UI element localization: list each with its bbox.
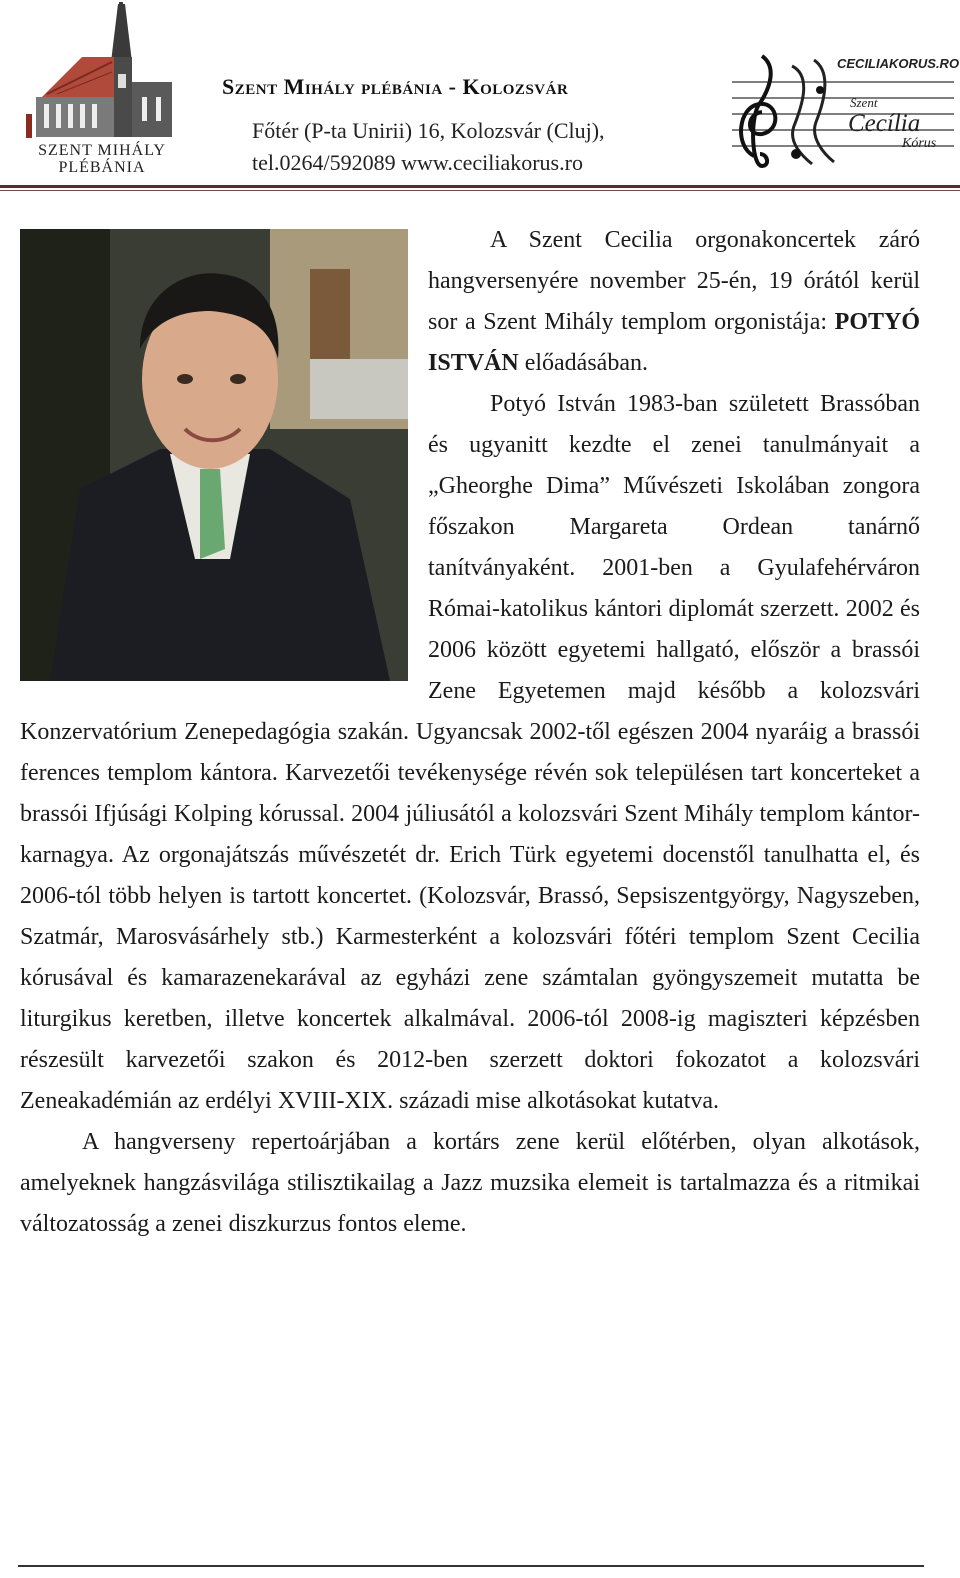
church-caption-line1: SZENT MIHÁLY — [38, 142, 166, 159]
address-line: Főtér (P-ta Unirii) 16, Kolozsvár (Cluj), — [252, 118, 605, 143]
intro-text-end: előadásában. — [518, 350, 648, 376]
choir-name: Cecília — [848, 110, 921, 137]
repertoire-paragraph: A hangverseny repertoárjában a kortárs zene kerül előtérben, olyan alkotások, amelyeknek hangzásvilága stilisztikailag a Jazz muzsika elemeit is tartalmazza és a ritmikai változatosság a zenei diszkurzus fontos eleme. — [20, 1129, 920, 1237]
choir-name-small: Szent — [850, 95, 878, 110]
biography-paragraph: Potyó István 1983-ban született Brassóban és ugyanitt kezdte el zenei tanulmányait a „Gheorghe Dima” Művészeti Iskolában zongora főszakon Margareta Ordean tanárnő tanítványaként. 2001-ben a Gyulafehérváron Római-katolikus kántori diplomát szerzett. 2002 és 2006 között egyetemi hallgató, először a brassói Zene Egyetemen majd később a kolozsvári Konzervatórium Zenepedagógia szakán. Ugyancsak 2002-től egészen 2004 nyaráig a brassói ferences templom kántora. Karvezetői tevékenysége révén sok településen tart koncerteket a brassói Ifjúsági Kolping kórussal. 2004 júliusától a kolozsvári Szent Mihály templom kántor-karnagya. Az orgonajátszás művészetét dr. Erich Türk egyetemi docenstől tanulhatta el, és 2006-tól több helyen is tartott koncertet. (Kolozsvár, Brassó, Sepsiszentgyörgy, Nagyszeben, Szatmár, Marosvásárhely stb.) Karmesterként a kolozsvári főtéri templom Szent Cecilia kórusával és kamarazenekarával az egyházi zene számtalan gyöngyszemeit mutatta be liturgikus keretben, illetve koncertek alkalmával. 2006-tól 2008-ig magiszteri képzésben részesült karvezetői szakon és 2012-ben szerzett doktori fokozatot a kolozsvári Zeneakadémián az erdélyi XVIII-XIX. századi mise alkotásokat kutatva. — [20, 391, 920, 1114]
portrait-photo — [20, 229, 408, 681]
church-caption — [22, 142, 182, 176]
choir-url: CECILIAKORUS.RO — [837, 56, 960, 71]
choir-tag: Kórus — [902, 136, 937, 151]
church-icon — [22, 2, 182, 140]
church-logo — [22, 2, 182, 174]
footer-divider — [18, 1565, 924, 1567]
performer-name: POTYÓ ISTVÁN — [428, 309, 920, 376]
portrait-image — [20, 229, 408, 681]
article-body — [20, 220, 920, 1245]
header-divider — [0, 185, 960, 188]
organization-block — [222, 74, 712, 179]
choir-logo — [732, 46, 960, 172]
header-divider-thin — [0, 190, 960, 191]
intro-text: A Szent Cecilia orgonakoncertek záró hangversenyére november 25-én, 19 órától kerül sor a Szent Mihály templom orgonistája: — [428, 227, 920, 335]
contact-line: tel.0264/592089 www.ceciliakorus.ro — [252, 150, 583, 175]
page-header — [0, 0, 960, 195]
church-caption-line2: PLÉBÁNIA — [58, 159, 146, 176]
organization-address — [252, 115, 712, 179]
organization-name: Szent Mihály plébánia - Kolozsvár — [222, 74, 569, 99]
